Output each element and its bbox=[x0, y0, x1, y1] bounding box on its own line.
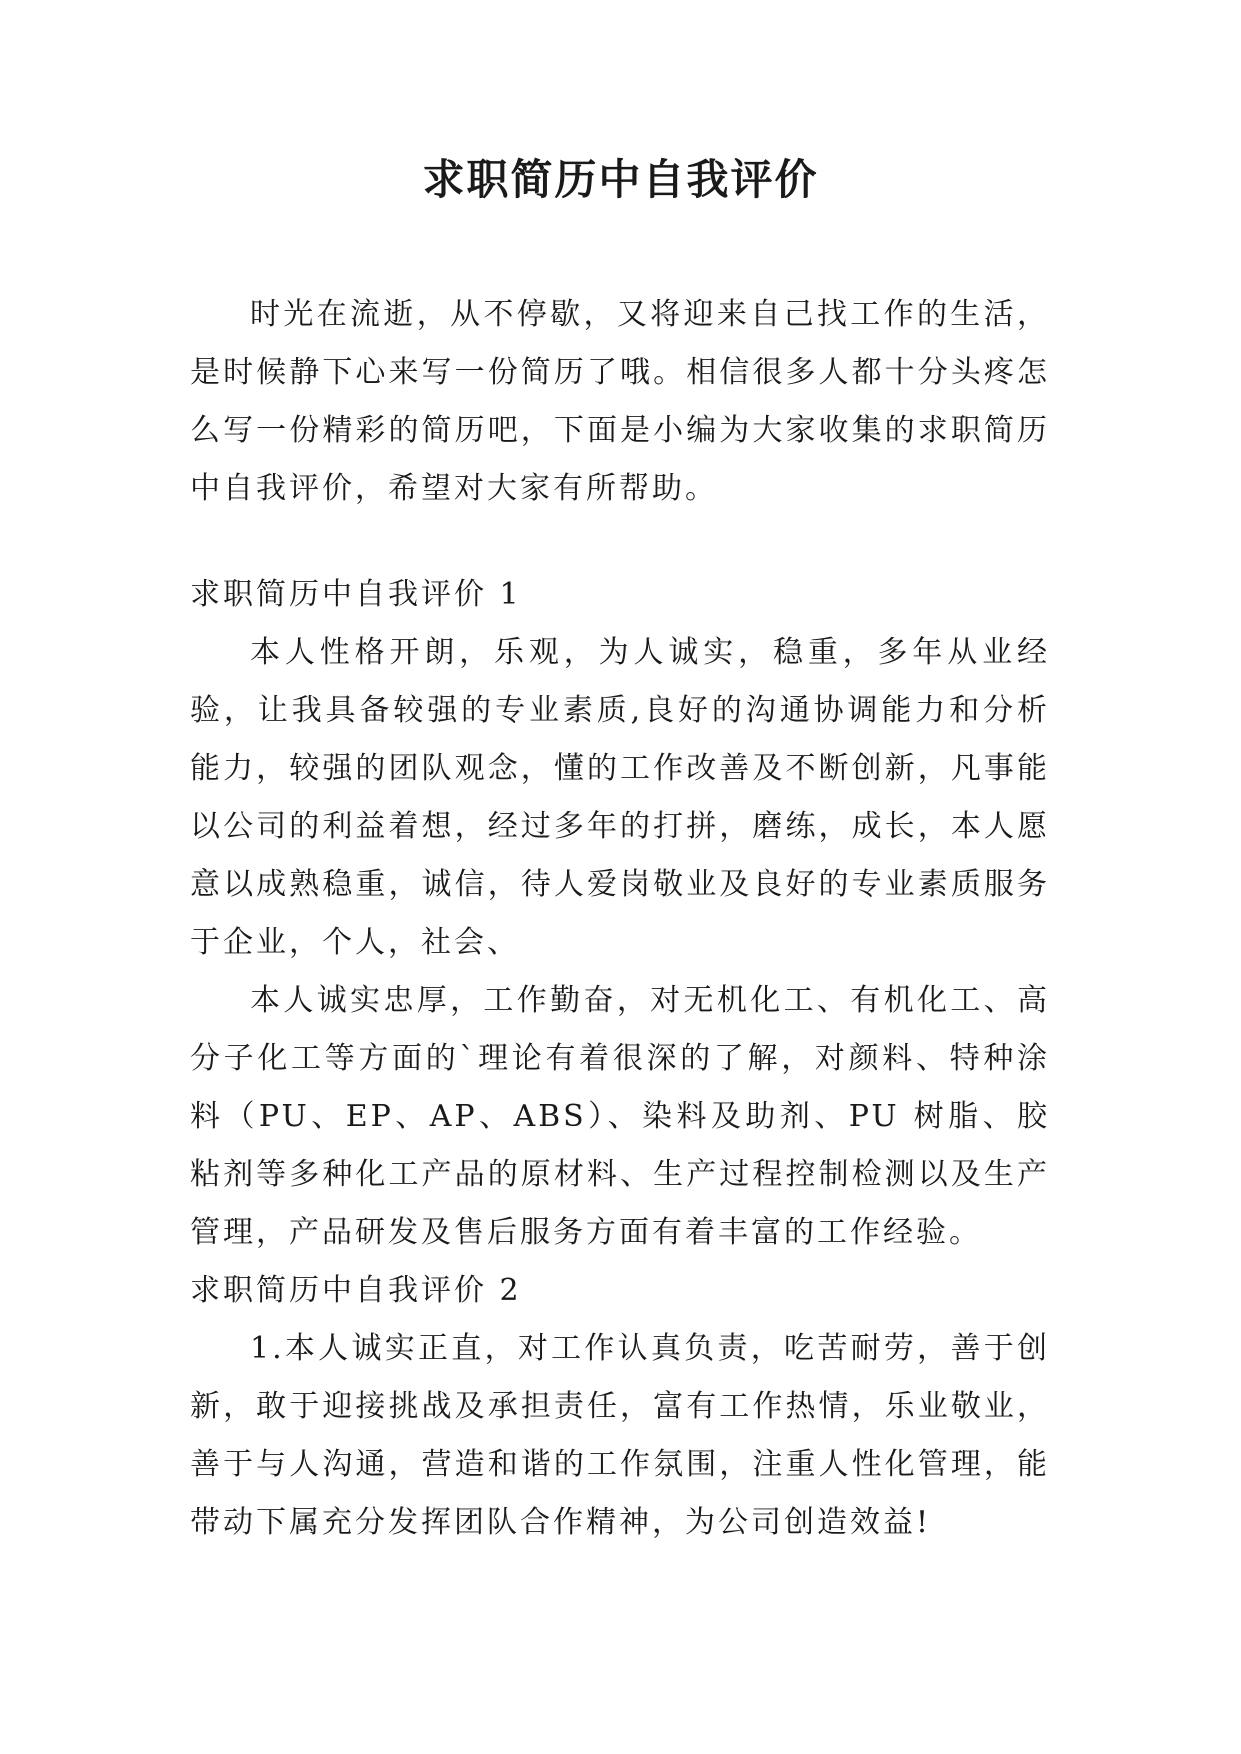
section-2-paragraph-1: 1.本人诚实正直，对工作认真负责，吃苦耐劳，善于创新，敢于迎接挑战及承担责任，富有工作热情，乐业敬业，善于与人沟通，营造和谐的工作氛围，注重人性化管理，能带动下属充分发挥团队合作精神，为公司创造效益! bbox=[190, 1331, 1050, 1540]
section-heading-2: 求职简历中自我评价 2 bbox=[190, 1273, 522, 1308]
section-1-paragraph-1: 本人性格开朗，乐观，为人诚实，稳重，多年从业经验，让我具备较强的专业素质,良好的沟通协调能力和分析能力，较强的团队观念，懂的工作改善及不断创新，凡事能以公司的利益着想，经过多年的打拼，磨练，成长，本人愿意以成熟稳重，诚信，待人爱岗敬业及良好的专业素质服务于企业，个人，社会、 bbox=[190, 635, 1050, 960]
page-title: 求职简历中自我评价 bbox=[422, 155, 819, 204]
section-1-paragraph-2: 本人诚实忠厚，工作勤奋，对无机化工、有机化工、高分子化工等方面的`理论有着很深的了解，对颜料、特种涂料（PU、EP、AP、ABS）、染料及助剂、PU 树脂、胶粘剂等多种化工产品的原材料、生产过程控制检测以及生产管理，产品研发及售后服务方面有着丰富的工作经验。 bbox=[190, 983, 1050, 1250]
section-heading-1: 求职简历中自我评价 1 bbox=[190, 577, 522, 612]
document-body bbox=[190, 286, 1050, 1552]
intro-paragraph: 时光在流逝，从不停歇，又将迎来自己找工作的生活，是时候静下心来写一份简历了哦。相信很多人都十分头疼怎么写一份精彩的简历吧，下面是小编为大家收集的求职简历中自我评价，希望对大家有所帮助。 bbox=[190, 297, 1050, 506]
section-spacer bbox=[190, 518, 1050, 566]
